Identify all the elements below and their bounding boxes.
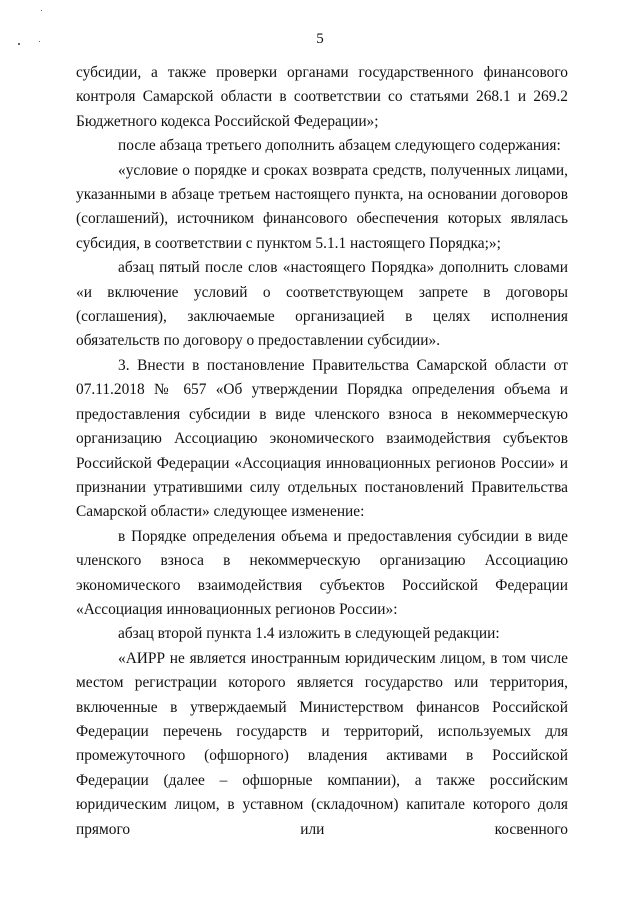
document-body [76,61,568,842]
paragraph-airr-text: «АИРР не является иностранным юридическим лицом, в том числе местом регистрации которого является государство или территория, включенные в утверждаемый Министерством финансов Российской Федерации перечень государств и территорий, используемых для промежуточного (офшорного) владения активами в Российской Федерации (далее – офшорные компании), а также российским юридическим лицом, в уставном (складочном) капитале которого доля прямого или косвенного [76,649,568,838]
paragraph-clause-1-4-instruction: абзац второй пункта 1.4 изложить в следующей редакции: [118,625,500,643]
page-number: 5 [316,31,324,47]
paragraph-continuation: субсидии, а также проверки органами государственного финансового контроля Самарской области в соответствии со статьями 268.1 и 269.2 Бюджетного кодекса Российской Федерации»; [76,64,568,130]
paragraph-item-3: 3. Внести в постановление Правительства Самарской области от 07.11.2018 № 657 «Об утверждении Порядка определения объема и предоставления субсидии в виде членского взноса в некоммерческую организацию Ассоциацию экономического взаимодействия субъектов Российской Федерации «Ассоциация инновационных регионов России» и признании утратившими силу отдельных постановлений Правительства Самарской области» следующее изменение: [76,356,568,521]
paragraph-inserted-condition: «условие о порядке и сроках возврата средств, полученных лицами, указанными в абзаце третьем настоящего пункта, на основании договоров (соглашений), источником финансового обеспечения которых являлась субсидия, в соответствии с пунктом 5.1.1 настоящего Порядка;»; [76,161,568,252]
paragraph-fifth-amendment: абзац пятый после слов «настоящего Порядка» дополнить словами «и включение условий о соответствующем запрете в договоры (соглашения), заключаемые организацией в целях исполнения обязательств по договору о предоставлении субсидии». [76,259,568,350]
paragraph-insert-instruction: после абзаца третьего дополнить абзацем следующего содержания: [118,137,561,155]
scan-speck [41,10,42,11]
paragraph-procedure-amendment: в Порядке определения объема и предоставления субсидии в виде членского взноса в некоммерческую организацию Ассоциацию экономического взаимодействия субъектов Российской Федерации «Ассоциация инновационных регионов России»: [76,527,568,618]
